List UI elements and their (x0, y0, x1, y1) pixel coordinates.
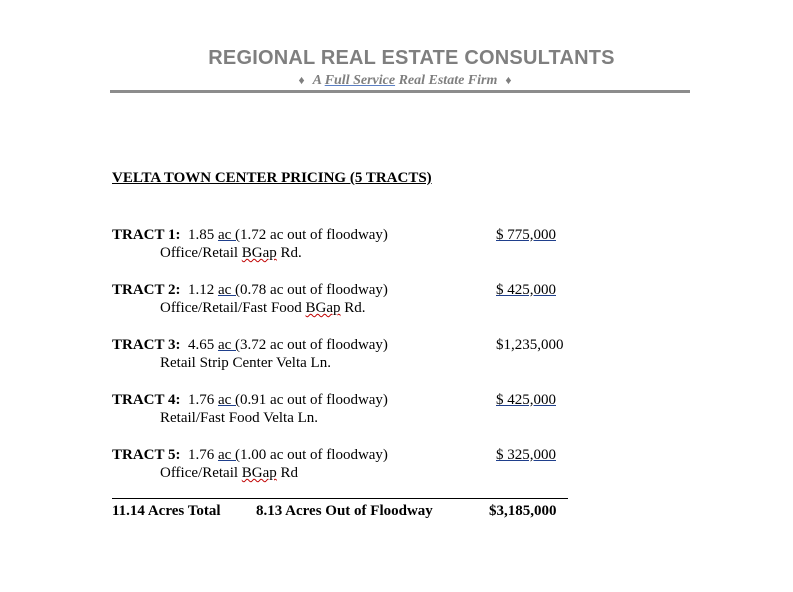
tract-label: TRACT 2: (112, 282, 181, 298)
diamond-icon: ♦ (505, 73, 512, 87)
page-title: VELTA TOWN CENTER PRICING (5 TRACTS) (112, 170, 432, 186)
tract-unit: ac ( (217, 337, 241, 353)
tract-unit: ac ( (217, 447, 241, 463)
tract-road: Rd. (340, 300, 366, 316)
acres-out-of-floodway: 8.13 Acres Out of Floodway (256, 503, 433, 519)
tract-row (112, 336, 582, 372)
tract-price: $ 425,000 (496, 392, 556, 408)
tract-detail: 1.00 ac out of floodway) (240, 447, 388, 463)
tract-row (112, 446, 582, 482)
tagline-prefix: A (312, 73, 325, 88)
tract-acres: 1.12 (187, 282, 215, 298)
tract-label: TRACT 1: (112, 227, 181, 243)
tract-use: Office/Retail (160, 245, 239, 261)
tract-price: $ 425,000 (496, 282, 556, 298)
tract-road-flag: BGap (305, 300, 341, 316)
tract-road: Rd (276, 465, 299, 481)
tract-detail: 0.78 ac out of floodway) (240, 282, 388, 298)
tract-road-flag: BGap (241, 245, 277, 261)
tract-unit: ac ( (217, 392, 241, 408)
acres-total: 11.14 Acres Total (112, 503, 221, 519)
totals-row (112, 502, 582, 520)
diamond-icon: ♦ (298, 73, 305, 87)
tract-road: Rd. (276, 245, 302, 261)
tract-row (112, 226, 582, 262)
tagline-underlined: Full Service (324, 73, 396, 88)
company-name: REGIONAL REAL ESTATE CONSULTANTS (208, 47, 615, 69)
tract-acres: 1.76 (187, 392, 215, 408)
tract-use: Retail Strip Center Velta Ln. (160, 355, 331, 371)
tract-use: Office/Retail/Fast Food (160, 300, 302, 316)
tract-row (112, 391, 582, 427)
tract-unit: ac ( (217, 227, 241, 243)
company-tagline (0, 73, 793, 89)
tract-unit: ac ( (217, 282, 241, 298)
tract-use: Office/Retail (160, 465, 239, 481)
tract-label: TRACT 3: (112, 337, 181, 353)
tract-use: Retail/Fast Food Velta Ln. (160, 410, 319, 426)
tract-road-flag: BGap (241, 465, 277, 481)
header-divider (110, 90, 690, 93)
tract-detail: 0.91 ac out of floodway) (240, 392, 388, 408)
tract-acres: 1.85 (187, 227, 215, 243)
tract-detail: 3.72 ac out of floodway) (240, 337, 388, 353)
tract-row (112, 281, 582, 317)
tract-price: $ 325,000 (496, 447, 556, 463)
tract-price: $ 775,000 (496, 227, 556, 243)
totals-divider (112, 498, 568, 499)
tract-acres: 4.65 (187, 337, 215, 353)
price-total: $3,185,000 (489, 503, 557, 519)
tract-detail: 1.72 ac out of floodway) (240, 227, 388, 243)
tract-label: TRACT 4: (112, 392, 181, 408)
tract-label: TRACT 5: (112, 447, 181, 463)
tract-acres: 1.76 (187, 447, 215, 463)
tract-price: $1,235,000 (496, 337, 564, 353)
tagline-suffix: Real Estate Firm (395, 73, 498, 88)
